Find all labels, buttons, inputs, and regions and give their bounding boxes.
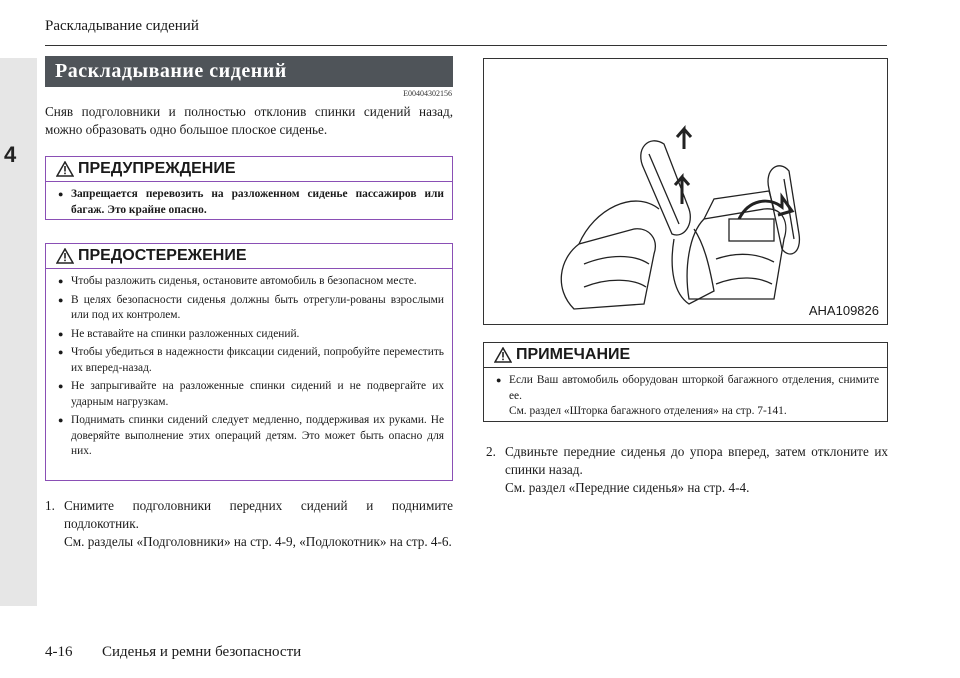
section-code: E00404302156	[403, 89, 452, 98]
caution-item: ● Чтобы убедиться в надежности фиксации сидений, попробуйте переместить их вперед-назад.	[58, 345, 444, 376]
step-text: Сдвиньте передние сиденья до упора вперед, затем отклоните их спинки назад.	[505, 444, 888, 477]
step-2	[486, 443, 888, 497]
caution-triangle-icon	[56, 248, 74, 264]
step-reference: См. разделы «Подголовники» на стр. 4-9, «Подлокотник» на стр. 4-6.	[64, 534, 452, 549]
page-footer	[45, 644, 301, 661]
step-number: 2.	[486, 444, 496, 459]
warning-box	[45, 156, 453, 220]
caution-item: ● В целях безопасности сиденья должны быть отрегули-рованы взрослыми или под их контролем.	[58, 293, 444, 324]
caution-title: ПРЕДОСТЕРЕЖЕНИЕ	[78, 247, 247, 264]
caution-item: ● Не запрыгивайте на разложенные спинки сидений и не подвергайте их ударным нагрузкам.	[58, 379, 444, 410]
intro-paragraph: Сняв подголовники и полностью отклонив спинки сидений назад, можно образовать одно большое плоское сиденье.	[45, 104, 453, 137]
caution-item: ● Чтобы разложить сиденья, остановите автомобиль в безопасном месте.	[58, 274, 444, 290]
chapter-side-tab	[0, 58, 37, 606]
warning-triangle-icon	[56, 161, 74, 177]
note-title: ПРИМЕЧАНИЕ	[516, 346, 631, 363]
footer-chapter-title: Сиденья и ремни безопасности	[102, 644, 302, 660]
warning-item: ● Запрещается перевозить на разложенном сиденье пассажиров или багаж. Это крайне опасно.	[58, 187, 444, 218]
warning-header	[46, 157, 452, 181]
chapter-number: 4	[4, 142, 17, 167]
running-title: Раскладывание сидений	[45, 18, 199, 34]
page-number: 4-16	[45, 644, 73, 660]
note-item-reference: См. раздел «Шторка багажного отделения» на стр. 7-141.	[509, 405, 787, 417]
step-text: Снимите подголовники передних сидений и поднимите подлокотник.	[64, 498, 453, 531]
warning-divider	[46, 181, 452, 182]
section-title: Раскладывание сидений	[45, 56, 453, 87]
note-triangle-icon	[494, 347, 512, 363]
figure-code: AHA109826	[808, 303, 879, 318]
seat-illustration	[483, 58, 888, 325]
step-number: 1.	[45, 498, 55, 513]
step-reference: См. раздел «Передние сиденья» на стр. 4-4.	[505, 480, 750, 495]
caution-item: ● Поднимать спинки сидений следует медленно, поддерживая их руками. Не доверяйте выполнение этих операций детям. Это может быть опасно для них.	[58, 413, 444, 460]
step-1	[45, 497, 453, 551]
note-header	[484, 343, 887, 367]
note-divider	[484, 367, 887, 368]
caution-item: ● Не вставайте на спинки разложенных сидений.	[58, 327, 444, 343]
note-item	[496, 373, 879, 420]
warning-title: ПРЕДУПРЕЖДЕНИЕ	[78, 160, 236, 177]
folding-seats-drawing	[484, 59, 887, 324]
caution-header	[46, 244, 452, 268]
header-rule	[45, 45, 887, 46]
note-item-text: Если Ваш автомобиль оборудован шторкой багажного отделения, снимите ее.	[509, 374, 879, 402]
note-box	[483, 342, 888, 422]
caution-divider	[46, 268, 452, 269]
caution-box	[45, 243, 453, 481]
